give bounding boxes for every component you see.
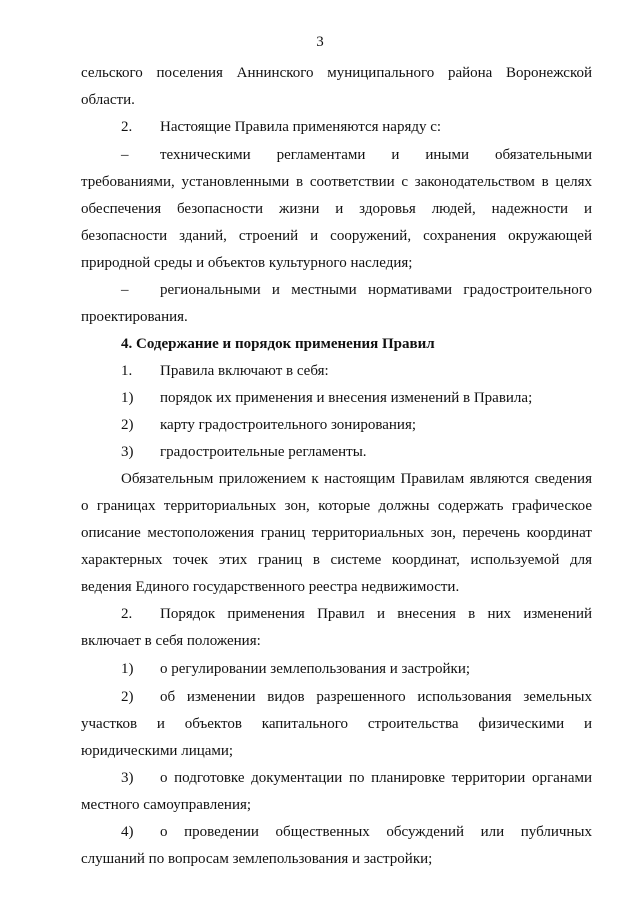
text-line: ведения Единого государственного реестра недвижимости. <box>81 579 460 595</box>
text-line: обеспечения безопасности жизни и здоровья людей, надежности и <box>81 201 592 217</box>
text-line: описание местоположения границ территориальных зон, перечень координат <box>81 525 592 541</box>
text-line: техническими регламентами и иными обязательными <box>160 147 592 163</box>
text-line: области. <box>81 92 135 108</box>
text-line: о подготовке документации по планировке территории органами <box>160 770 592 786</box>
dash-marker: – <box>121 147 129 163</box>
text-line: карту градостроительного зонирования; <box>160 417 417 433</box>
item-number: 2. <box>121 119 133 135</box>
item-number: 2. <box>121 606 133 622</box>
item-number: 2) <box>121 417 134 433</box>
section-heading: 4. Содержание и порядок применения Правил <box>121 336 435 352</box>
item-number: 1. <box>121 363 133 379</box>
text-line: природной среды и объектов культурного наследия; <box>81 255 413 271</box>
text-line: Настоящие Правила применяются наряду с: <box>160 119 442 135</box>
text-line: включает в себя положения: <box>81 633 261 649</box>
text-line: Порядок применения Правил и внесения в них изменений <box>160 606 592 622</box>
text-line: слушаний по вопросам землепользования и застройки; <box>81 851 433 867</box>
dash-marker: – <box>121 282 129 298</box>
item-number: 2) <box>121 689 134 705</box>
text-line: безопасности зданий, строений и сооружений, сохранения окружающей <box>81 228 592 244</box>
text-line: о границах территориальных зон, которые должны содержать графическое <box>81 498 592 514</box>
text-line: участков и объектов капитального строительства физическими и <box>81 716 592 732</box>
text-line: об изменении видов разрешенного использования земельных <box>160 689 592 705</box>
text-line: о проведении общественных обсуждений или публичных <box>160 824 592 840</box>
text-line: Обязательным приложением к настоящим Правилам являются сведения <box>121 471 592 487</box>
text-line: проектирования. <box>81 309 188 325</box>
text-line: сельского поселения Аннинского муниципального района Воронежской <box>81 65 592 81</box>
item-number: 3) <box>121 770 134 786</box>
text-line: юридическими лицами; <box>81 743 234 759</box>
text-line: региональными и местными нормативами градостроительного <box>160 282 592 298</box>
text-line: порядок их применения и внесения изменений в Правила; <box>160 390 533 406</box>
item-number: 3) <box>121 444 134 460</box>
text-line: характерных точек этих границ в системе координат, используемой для <box>81 552 592 568</box>
text-line: требованиями, установленными в соответствии с законодательством в целях <box>81 174 592 190</box>
item-number: 1) <box>121 661 134 677</box>
page-number: 3 <box>316 34 324 50</box>
text-line: градостроительные регламенты. <box>160 444 367 460</box>
text-line: о регулировании землепользования и застройки; <box>160 661 471 677</box>
item-number: 4) <box>121 824 134 840</box>
item-number: 1) <box>121 390 134 406</box>
text-line: местного самоуправления; <box>81 797 252 813</box>
text-line: Правила включают в себя: <box>160 363 329 379</box>
